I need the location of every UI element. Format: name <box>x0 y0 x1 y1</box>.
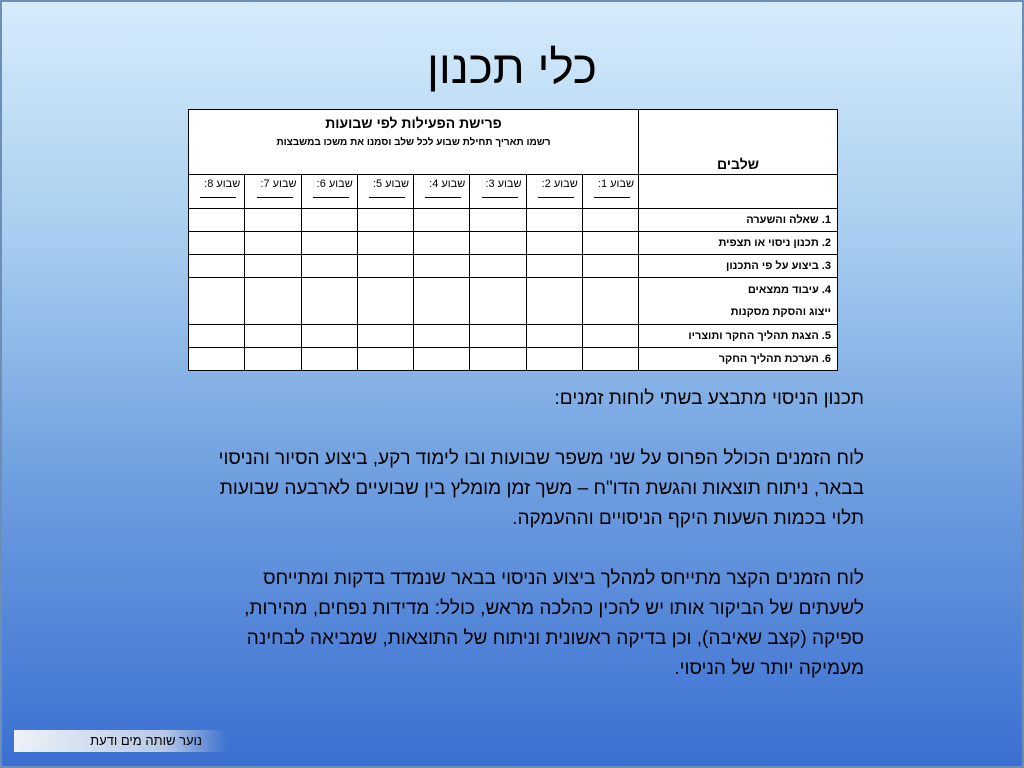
stage-label: 2. תכנון ניסוי או תצפית <box>639 232 838 255</box>
week-header-5: שבוע 5: <box>357 175 413 209</box>
week-header-2: שבוע 2: <box>526 175 582 209</box>
stages-header: שלבים <box>639 110 838 175</box>
schedule-cell <box>245 209 301 232</box>
schedule-cell <box>245 348 301 371</box>
week-header-1: שבוע 1: <box>582 175 638 209</box>
planning-table <box>188 109 838 371</box>
schedule-cell <box>245 325 301 348</box>
schedule-cell <box>189 209 245 232</box>
table-row <box>189 255 838 278</box>
stage-label: 6. הערכת תהליך החקר <box>639 348 838 371</box>
schedule-cell <box>414 325 470 348</box>
weeks-subtitle: רשמו תאריך תחילת שבוע לכל שלב וסמנו את משכו במשבצות <box>276 137 551 148</box>
schedule-cell <box>301 209 357 232</box>
week-header-4: שבוע 4: <box>414 175 470 209</box>
schedule-cell <box>357 348 413 371</box>
schedule-cell <box>526 255 582 278</box>
table-row <box>189 348 838 371</box>
schedule-cell <box>189 278 245 325</box>
schedule-cell <box>357 255 413 278</box>
schedule-cell <box>301 278 357 325</box>
schedule-cell <box>357 209 413 232</box>
schedule-cell <box>189 348 245 371</box>
stage-label: 1. שאלה והשערה <box>639 209 838 232</box>
table-row <box>189 325 838 348</box>
table-row <box>189 209 838 232</box>
schedule-cell <box>582 348 638 371</box>
weeks-title: פרישת הפעילות לפי שבועות <box>325 115 502 131</box>
schedule-cell <box>470 209 526 232</box>
table-corner-cell <box>639 175 838 209</box>
schedule-cell <box>414 348 470 371</box>
schedule-cell <box>245 232 301 255</box>
schedule-cell <box>301 348 357 371</box>
slide-title: כלי תכנון <box>426 41 598 93</box>
table-row <box>189 278 838 325</box>
schedule-cell <box>582 232 638 255</box>
footer-text: נוער שותה מים ודעת <box>90 733 202 748</box>
schedule-cell <box>526 348 582 371</box>
footer-bar <box>14 730 228 752</box>
stage-label <box>639 278 838 325</box>
schedule-cell <box>470 255 526 278</box>
schedule-cell <box>526 232 582 255</box>
schedule-cell <box>526 278 582 325</box>
stage-label: 3. ביצוע על פי התכנון <box>639 255 838 278</box>
schedule-cell <box>470 232 526 255</box>
schedule-cell <box>414 209 470 232</box>
schedule-cell <box>189 232 245 255</box>
schedule-cell <box>414 278 470 325</box>
week-header-7: שבוע 7: <box>245 175 301 209</box>
schedule-cell <box>582 209 638 232</box>
schedule-cell <box>582 278 638 325</box>
table-row <box>189 232 838 255</box>
schedule-cell <box>245 255 301 278</box>
stage-label-main: 4. עיבוד ממצאים <box>747 284 831 296</box>
intro-paragraph: תכנון הניסוי מתבצע בשתי לוחות זמנים: <box>554 388 864 409</box>
short-schedule-paragraph: לוח הזמנים הקצר מתייחס למהלך ביצוע הניסוי בבאר שנמדד בדקות ומתייחס לשעתים של הביקור אותו יש להכין כהלכה מראש, כולל: מדידות נפחים, מהירות, ספיקה (קצב שאיבה), וכן בדיקה ראשונית וניתוח של התוצאות, שמביאה לבחינה מעמיקה יותר של הניסוי. <box>244 568 864 679</box>
stage-label-sub: ייצוג והסקת מסקנות <box>730 306 831 318</box>
schedule-cell <box>470 278 526 325</box>
schedule-cell <box>301 325 357 348</box>
schedule-cell <box>301 255 357 278</box>
stage-label: 5. הצגת תהליך החקר ותוצריו <box>639 325 838 348</box>
week-header-6: שבוע 6: <box>301 175 357 209</box>
schedule-cell <box>301 232 357 255</box>
weeks-header <box>189 110 639 175</box>
schedule-cell <box>357 278 413 325</box>
week-header-8: שבוע 8: <box>189 175 245 209</box>
schedule-cell <box>414 232 470 255</box>
schedule-cell <box>582 325 638 348</box>
long-schedule-paragraph: לוח הזמנים הכולל הפרוס על שני משפר שבועות ובו לימוד רקע, ביצוע הסיור והניסוי בבאר, ניתוח תוצאות והגשת הדו"ח – משך זמן מומלץ בין שבועיים לארבעה שבועות תלוי בכמות השעות היקף הניסויים וההעמקה. <box>218 448 864 529</box>
schedule-cell <box>470 348 526 371</box>
body-text <box>200 384 864 684</box>
schedule-cell <box>526 325 582 348</box>
schedule-cell <box>357 325 413 348</box>
schedule-cell <box>245 278 301 325</box>
schedule-cell <box>189 255 245 278</box>
week-header-3: שבוע 3: <box>470 175 526 209</box>
schedule-cell <box>470 325 526 348</box>
schedule-cell <box>414 255 470 278</box>
schedule-cell <box>189 325 245 348</box>
schedule-cell <box>357 232 413 255</box>
schedule-cell <box>526 209 582 232</box>
schedule-cell <box>582 255 638 278</box>
